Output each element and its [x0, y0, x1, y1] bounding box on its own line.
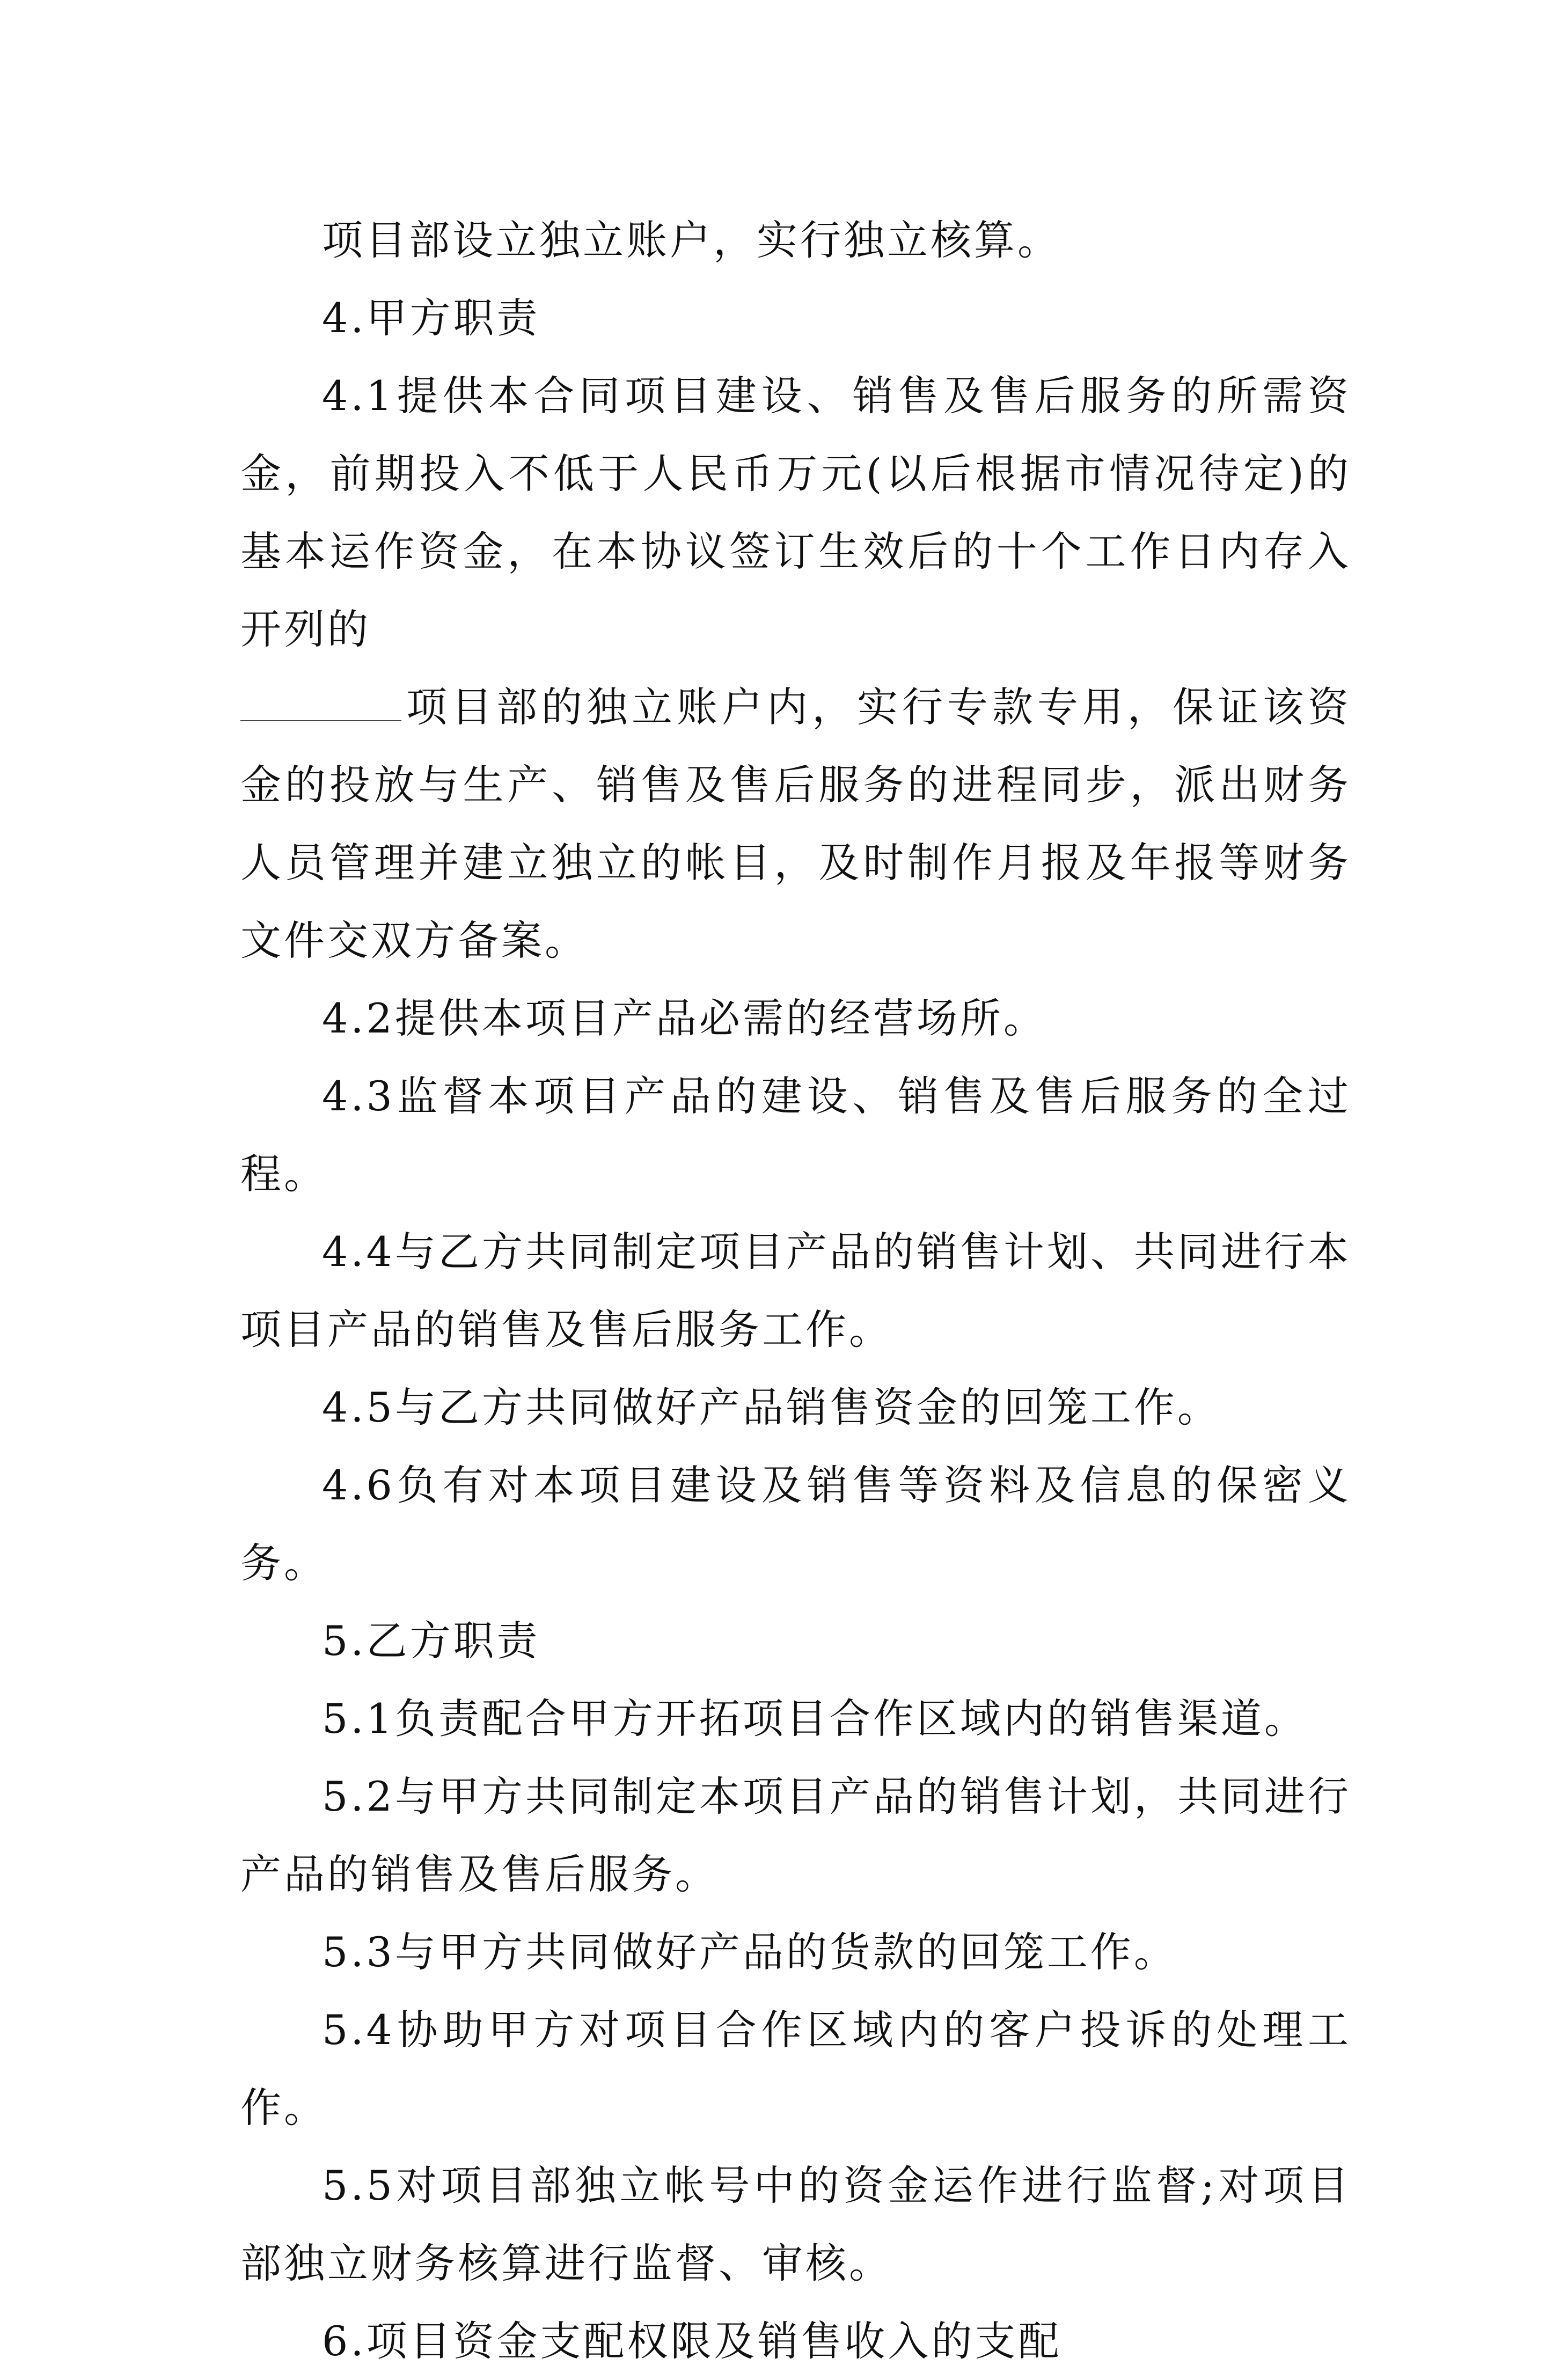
clause-5-4: 5.4协助甲方对项目合作区域内的客户投诉的处理工作。 [240, 2006, 1351, 2132]
section-heading-party-a-duties: 4.甲方职责 [322, 294, 540, 342]
clause-4-4: 4.4与乙方共同制定项目产品的销售计划、共同进行本项目产品的销售及售后服务工作。 [240, 1228, 1351, 1353]
clause-5-3: 5.3与甲方共同做好产品的货款的回笼工作。 [322, 1928, 1177, 1976]
clause-4-1-text: 4.1提供本合同项目建设、销售及售后服务的所需资金，前期投入不低于人民币万元(以后根据市情况待定)的基本运作资金，在本协议签订生效后的十个工作日内存入开列的 [240, 372, 1351, 653]
section-heading-fund-allocation: 6.项目资金支配权限及销售收入的支配 [322, 2317, 1062, 2365]
clause-5-5: 5.5对项目部独立帐号中的资金运作进行监督;对项目部独立财务核算进行监督、审核。 [240, 2162, 1351, 2287]
clause-4-1 [240, 357, 1351, 979]
paragraph-independent-account: 项目部设立独立账户，实行独立核算。 [322, 216, 1061, 264]
document-body [240, 201, 1351, 2380]
clause-4-6: 4.6负有对本项目建设及销售等资料及信息的保密义务。 [240, 1461, 1351, 1587]
clause-5-2: 5.2与甲方共同制定本项目产品的销售计划，共同进行产品的销售及售后服务。 [240, 1773, 1351, 1898]
clause-4-1-continued: 项目部的独立账户内，实行专款专用，保证该资金的投放与生产、销售及售后服务的进程同步，派出财务人员管理并建立独立的帐目，及时制作月报及年报等财务文件交双方备案。 [240, 683, 1351, 964]
clause-4-2: 4.2提供本项目产品必需的经营场所。 [322, 994, 1047, 1042]
clause-4-5: 4.5与乙方共同做好产品销售资金的回笼工作。 [322, 1383, 1221, 1431]
section-heading-party-b-duties: 5.乙方职责 [322, 1617, 540, 1665]
clause-4-3: 4.3监督本项目产品的建设、销售及售后服务的全过程。 [240, 1072, 1351, 1198]
clause-5-1: 5.1负责配合甲方开拓项目合作区域内的销售渠道。 [322, 1695, 1308, 1742]
blank-fill-line [240, 720, 401, 721]
